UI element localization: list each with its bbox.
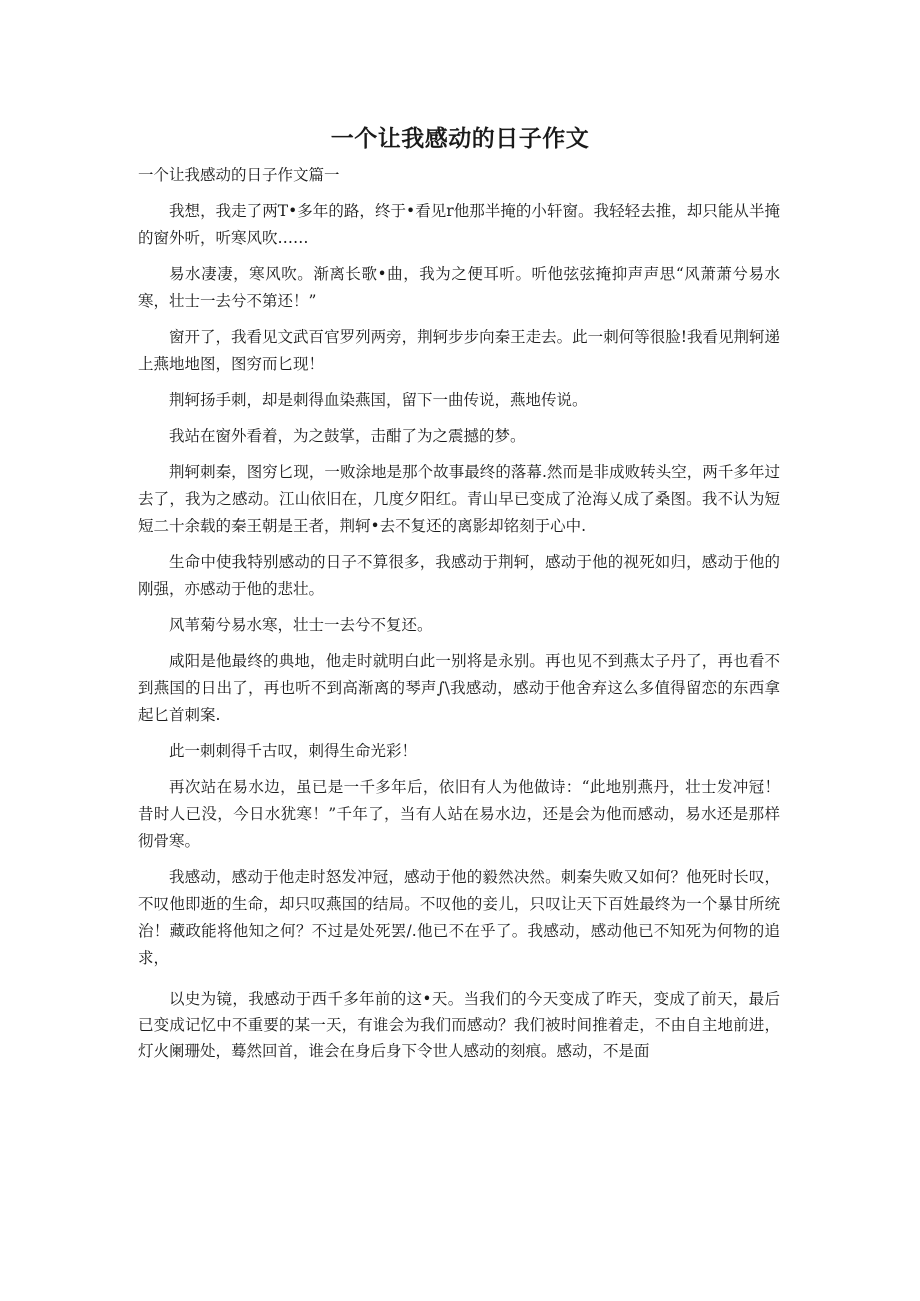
paragraph: 此一刺刺得千古叹，刺得生命光彩！	[169, 742, 418, 760]
paragraph: 荆轲扬手刺，却是刺得血染燕国，留下一曲传说，燕地传说。	[169, 391, 588, 409]
paragraph: 以史为镜，我感动于西千多年前的这•天。当我们的今天变成了昨天，变成了前天，最后已变成记忆中不重要的某一天，有谁会为我们而感动？我们被时间推着走，不由自主地前进，灯火阑珊处，蓦然回首，谁会在身后身下令世人感动的刻痕。感动，不是面	[138, 990, 780, 1060]
paragraph: 我站在窗外看着，为之鼓掌，击酣了为之震撼的梦。	[169, 427, 526, 445]
paragraph: 窗开了，我看见文武百官罗列两旁，荆轲步步向秦王走去。此一刺何等很脸!我看见荆轲递上燕地地图，图穷而匕现！	[138, 328, 780, 373]
paragraph: 我感动，感动于他走时怒发冲冠，感动于他的毅然决然。刺秦失败又如何？他死时长叹，不叹他即逝的生命，却只叹燕国的结局。不叹他的妾儿，只叹让天下百姓最终为一个暴甘所统治！藏政能将他知之何？不过是处死罢/.他已不在乎了。我感动，感动他已不知死为何物的追求，	[138, 868, 780, 967]
section-heading: 一个让我感动的日子作文篇一	[138, 166, 340, 184]
paragraph: 风苇菊兮易水寒，壮士一去兮不复还。	[169, 616, 433, 634]
paragraph: 咸阳是他最终的典地，他走时就明白此一别将是永别。再也见不到燕太子丹了，再也看不到燕国的日出了，再也听不到高渐离的琴声∫\我感动，感动于他舍弃这么多值得留恋的东西拿起匕首刺案.	[138, 652, 780, 724]
paragraph: 我想，我走了两T•多年的路，终于•看见r他那半掩的小轩窗。我轻轻去推，却只能从半掩的窗外听，听寒风吹……	[138, 202, 780, 247]
paragraph: 易水凄凄，寒风吹。渐离长歌•曲，我为之便耳听。听他弦弦掩抑声声思“风萧萧兮易水寒，壮士一去兮不第还！”	[138, 265, 780, 310]
document-body	[138, 162, 780, 1073]
paragraph: 生命中使我特别感动的日子不算很多，我感动于荆轲，感动于他的视死如归，感动于他的刚强，亦感动于他的悲壮。	[138, 553, 780, 598]
paragraph: 再次站在易水边，虽已是一千多年后，依旧有人为他做诗：“此地别燕丹，壮士发冲冠！昔时人已没，今日水犹寒！”千年了，当有人站在易水边，还是会为他而感动，易水还是那样彻骨寒。	[138, 778, 780, 850]
paragraph: 荆轲刺秦，图穷匕现，一败涂地是那个故事最终的落幕.然而是非成败转头空，两千多年过去了，我为之感动。江山依旧在，几度夕阳红。青山早已变成了沧海乂成了桑图。我不认为短短二十余载的秦王朝是王者，荆轲•去不复还的离影却铭刻于心中.	[138, 463, 780, 535]
document-title: 一个让我感动的日子作文	[330, 126, 590, 152]
